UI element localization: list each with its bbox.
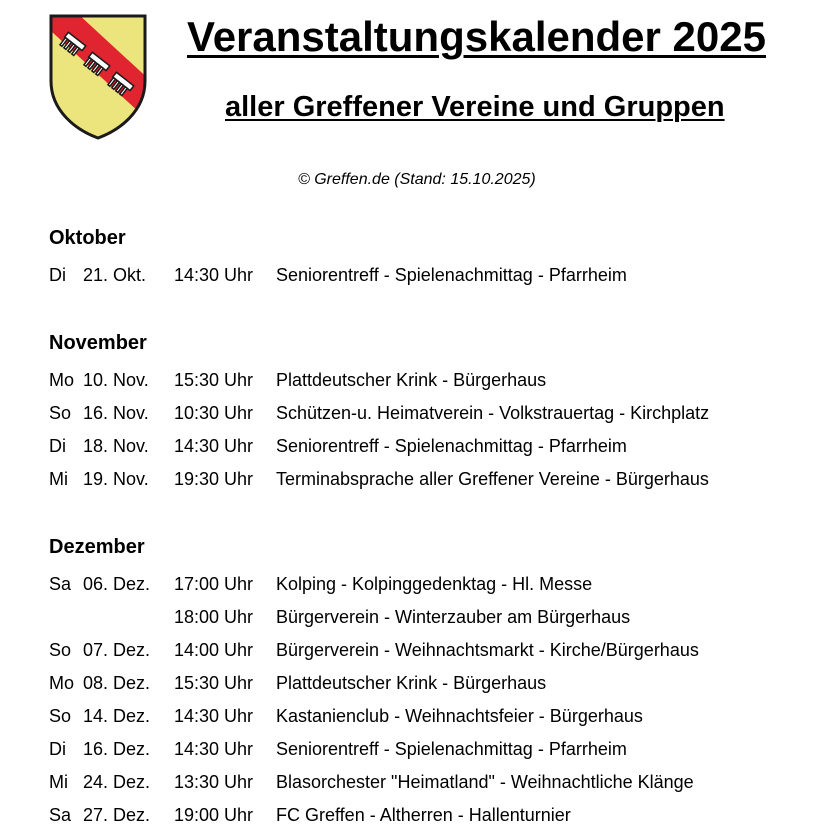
event-day: So xyxy=(49,640,72,660)
page-title: Veranstaltungskalender 2025 xyxy=(187,13,766,60)
event-time: 14:30 Uhr xyxy=(174,436,254,456)
month-heading-november: November xyxy=(49,332,147,354)
event-row xyxy=(0,640,839,664)
event-row xyxy=(0,706,839,730)
event-date: 18. Nov. xyxy=(83,436,149,456)
event-day: Mi xyxy=(49,772,68,792)
event-time: 18:00 Uhr xyxy=(174,607,254,627)
coat-of-arms-icon xyxy=(48,13,148,141)
event-date: 16. Dez. xyxy=(83,739,151,759)
event-date: 06. Dez. xyxy=(83,574,151,594)
event-date: 14. Dez. xyxy=(83,706,151,726)
event-row xyxy=(0,574,839,598)
event-day: Mo xyxy=(49,370,75,390)
event-time: 13:30 Uhr xyxy=(174,772,254,792)
event-time: 14:30 Uhr xyxy=(174,265,254,285)
event-row xyxy=(0,805,839,829)
event-date: 10. Nov. xyxy=(83,370,149,390)
event-day: So xyxy=(49,403,72,423)
event-description: Seniorentreff - Spielenachmittag - Pfarrheim xyxy=(276,436,627,456)
event-description: Kolping - Kolpinggedenktag - Hl. Messe xyxy=(276,574,593,594)
month-heading-dezember: Dezember xyxy=(49,536,145,558)
event-description: Kastanienclub - Weihnachtsfeier - Bürgerhaus xyxy=(276,706,643,726)
event-date: 07. Dez. xyxy=(83,640,151,660)
month-heading-oktober: Oktober xyxy=(49,227,126,249)
event-date: 08. Dez. xyxy=(83,673,151,693)
event-description: Blasorchester "Heimatland" - Weihnachtliche Klänge xyxy=(276,772,694,792)
event-time: 15:30 Uhr xyxy=(174,673,254,693)
event-row xyxy=(0,739,839,763)
event-description: Schützen-u. Heimatverein - Volkstrauertag - Kirchplatz xyxy=(276,403,710,423)
event-row xyxy=(0,265,839,289)
event-time: 14:30 Uhr xyxy=(174,739,254,759)
page-subtitle: aller Greffener Vereine und Gruppen xyxy=(225,91,725,123)
event-time: 19:30 Uhr xyxy=(174,469,254,489)
event-description: FC Greffen - Altherren - Hallenturnier xyxy=(276,805,571,825)
event-time: 17:00 Uhr xyxy=(174,574,254,594)
event-time: 14:00 Uhr xyxy=(174,640,254,660)
event-row xyxy=(0,436,839,460)
event-time: 10:30 Uhr xyxy=(174,403,254,423)
event-row xyxy=(0,673,839,697)
event-description: Seniorentreff - Spielenachmittag - Pfarrheim xyxy=(276,265,627,285)
event-day: Sa xyxy=(49,805,72,825)
event-day: Mi xyxy=(49,469,68,489)
copyright-note: © Greffen.de (Stand: 15.10.2025) xyxy=(298,171,536,188)
event-description: Terminabsprache aller Greffener Vereine - Bürgerhaus xyxy=(276,469,709,489)
event-day: Di xyxy=(49,436,66,456)
event-description: Plattdeutscher Krink - Bürgerhaus xyxy=(276,370,547,390)
event-date: 16. Nov. xyxy=(83,403,149,423)
event-row xyxy=(0,403,839,427)
event-date: 27. Dez. xyxy=(83,805,151,825)
event-day: Di xyxy=(49,265,66,285)
event-day: Mo xyxy=(49,673,75,693)
event-description: Seniorentreff - Spielenachmittag - Pfarrheim xyxy=(276,739,627,759)
event-time: 19:00 Uhr xyxy=(174,805,254,825)
event-row xyxy=(0,607,839,631)
event-day: Sa xyxy=(49,574,72,594)
event-description: Bürgerverein - Winterzauber am Bürgerhaus xyxy=(276,607,631,627)
event-day: So xyxy=(49,706,72,726)
event-date: 21. Okt. xyxy=(83,265,147,285)
event-row xyxy=(0,370,839,394)
event-row xyxy=(0,469,839,493)
event-date: 19. Nov. xyxy=(83,469,149,489)
event-day: Di xyxy=(49,739,66,759)
event-time: 15:30 Uhr xyxy=(174,370,254,390)
event-description: Bürgerverein - Weihnachtsmarkt - Kirche/Bürgerhaus xyxy=(276,640,699,660)
event-date: 24. Dez. xyxy=(83,772,151,792)
event-row xyxy=(0,772,839,796)
event-time: 14:30 Uhr xyxy=(174,706,254,726)
event-description: Plattdeutscher Krink - Bürgerhaus xyxy=(276,673,547,693)
